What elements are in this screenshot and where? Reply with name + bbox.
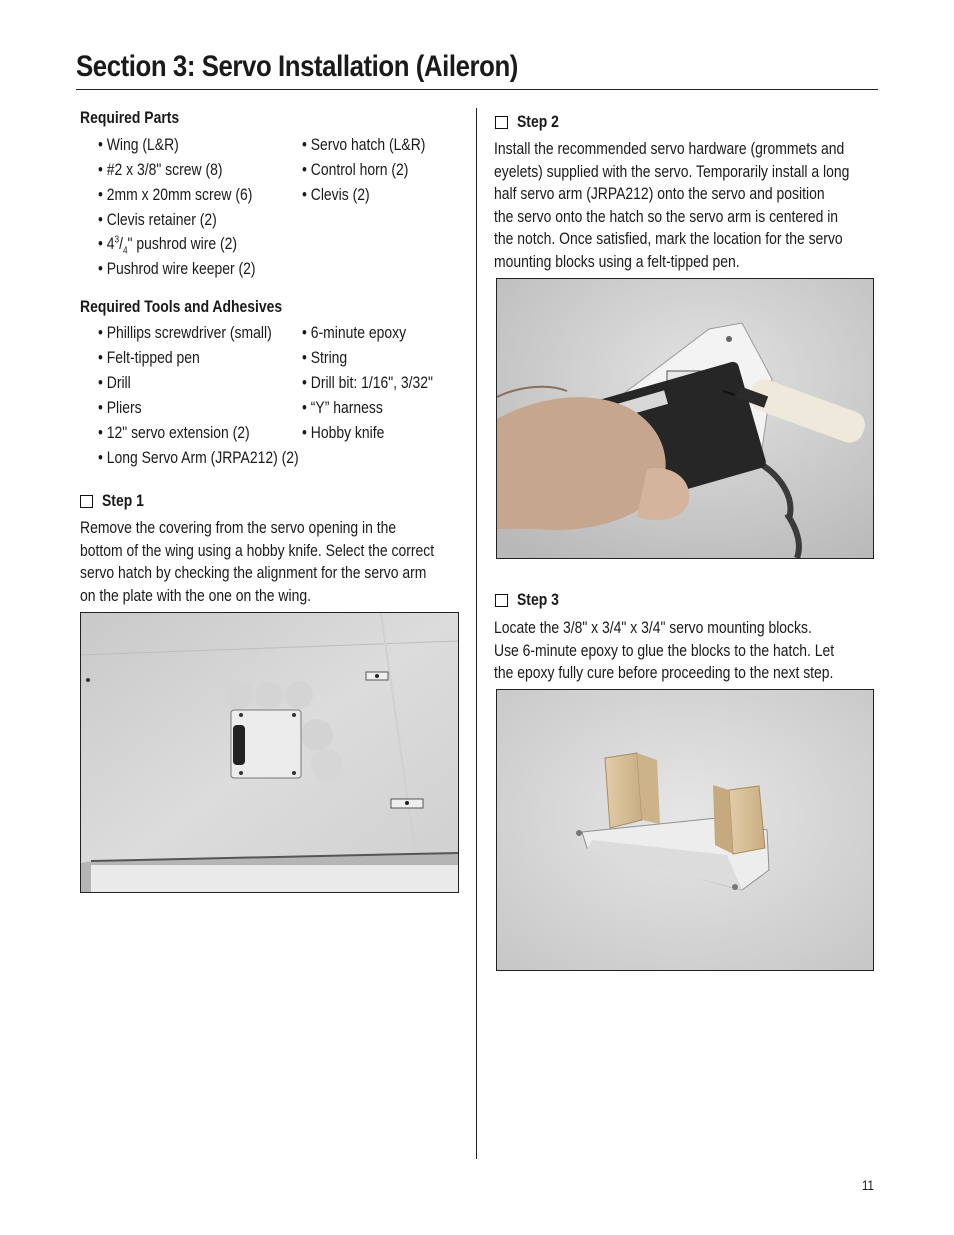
servo-marking-photo <box>496 278 874 559</box>
text-line: the notch. Once satisfied, mark the location for the servo <box>494 229 843 248</box>
step-1-heading <box>80 491 153 511</box>
page-number: 11 <box>862 1177 874 1193</box>
list-item: • Pushrod wire keeper (2) <box>98 259 256 278</box>
step-3-text <box>494 617 834 685</box>
servo-photo-svg <box>497 279 873 558</box>
list-item: • Long Servo Arm (JRPA212) (2) <box>98 448 299 467</box>
list-item: • Clevis retainer (2) <box>98 210 217 229</box>
list-item: • “Y” harness <box>302 398 383 417</box>
list-item: • Phillips screwdriver (small) <box>98 323 272 342</box>
list-item: • Felt-tipped pen <box>98 348 200 367</box>
mounting-blocks-photo <box>496 689 874 971</box>
text-line: servo hatch by checking the alignment for the servo arm <box>80 563 427 582</box>
list-item: • Servo hatch (L&R) <box>302 135 426 154</box>
text-line: Locate the 3/8" x 3/4" x 3/4" servo mounting blocks. <box>494 618 812 637</box>
step-1-checkbox[interactable] <box>80 495 93 508</box>
text-line: on the plate with the one on the wing. <box>80 585 311 605</box>
step-1-title: Step 1 <box>102 491 144 510</box>
title-divider <box>76 89 878 90</box>
step-3-title: Step 3 <box>517 590 559 609</box>
text-line: Remove the covering from the servo opening in the <box>80 518 397 537</box>
blocks-photo-svg <box>497 690 873 970</box>
wing-photo-svg <box>81 613 458 892</box>
text-line: half servo arm (JRPA212) onto the servo and position <box>494 184 825 203</box>
list-item: • Drill <box>98 373 131 392</box>
page-title: Section 3: Servo Installation (Aileron) <box>76 50 518 83</box>
list-item: • Wing (L&R) <box>98 135 179 154</box>
list-item: • Drill bit: 1/16", 3/32" <box>302 373 434 392</box>
step-2-title: Step 2 <box>517 112 559 131</box>
text-line: the servo onto the hatch so the servo arm is centered in <box>494 206 839 226</box>
column-divider <box>476 108 477 1159</box>
step-3-heading <box>495 590 568 610</box>
list-item: • Hobby knife <box>302 423 385 442</box>
text-line: the epoxy fully cure before proceeding to the next step. <box>494 663 834 682</box>
list-item: • Pliers <box>98 398 142 417</box>
list-item: • Control horn (2) <box>302 160 409 179</box>
text-line: mounting blocks using a felt-tipped pen. <box>494 251 740 271</box>
step-2-text <box>494 138 849 273</box>
step-3-checkbox[interactable] <box>495 594 508 607</box>
step-2-heading <box>495 112 568 132</box>
list-item: • #2 x 3/8" screw (8) <box>98 160 223 179</box>
step-2-checkbox[interactable] <box>495 116 508 129</box>
text-line: eyelets) supplied with the servo. Temporarily install a long <box>494 161 850 181</box>
step-1-text <box>80 517 434 607</box>
text-line: Install the recommended servo hardware (grommets and <box>494 139 845 158</box>
required-tools-heading: Required Tools and Adhesives <box>80 297 283 316</box>
text-line: Use 6-minute epoxy to glue the blocks to the hatch. Let <box>494 640 835 660</box>
required-parts-heading: Required Parts <box>80 108 180 127</box>
list-item-pushrod: • $4^3/_4$" pushrod wire (2) <box>98 234 238 257</box>
list-item: • 6-minute epoxy <box>302 323 407 342</box>
list-item: • 12" servo extension (2) <box>98 423 250 442</box>
list-item: • 2mm x 20mm screw (6) <box>98 185 253 204</box>
list-item: • Clevis (2) <box>302 185 370 204</box>
list-item: • String <box>302 348 348 367</box>
wing-servo-opening-photo <box>80 612 459 893</box>
text-line: bottom of the wing using a hobby knife. Select the correct <box>80 540 435 560</box>
